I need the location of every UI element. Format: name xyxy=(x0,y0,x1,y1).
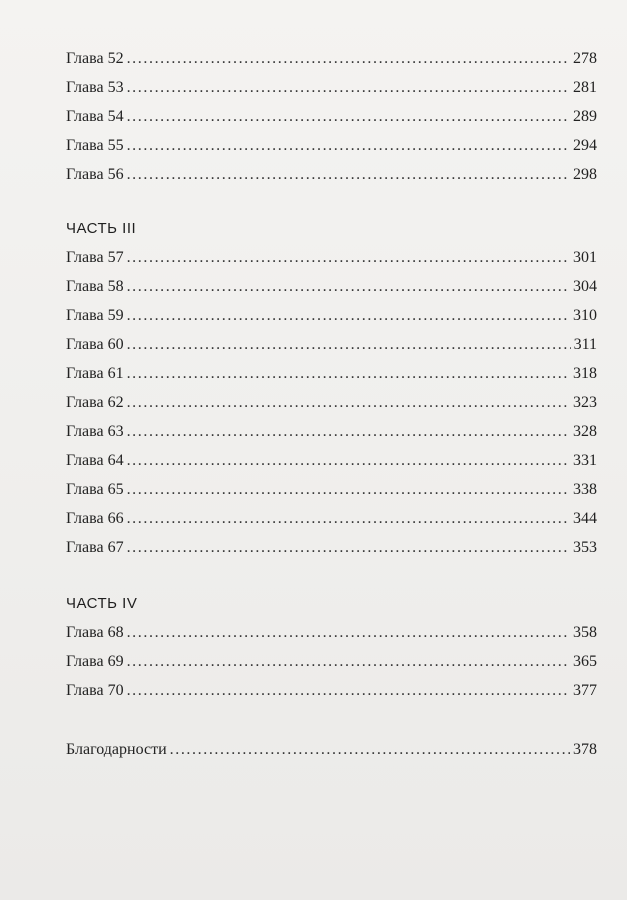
toc-section-continued xyxy=(66,44,597,189)
toc-entry xyxy=(66,676,597,705)
toc-entry xyxy=(66,647,597,676)
dot-leader xyxy=(127,446,570,475)
chapter-title: Глава 57 xyxy=(66,249,124,266)
page-number: 338 xyxy=(573,481,597,498)
toc-section-part-4 xyxy=(66,589,597,705)
page-number: 353 xyxy=(573,539,597,556)
page-number: 378 xyxy=(573,741,597,758)
toc-entry xyxy=(66,359,597,388)
chapter-title: Глава 67 xyxy=(66,539,124,556)
page-number: 344 xyxy=(573,510,597,527)
chapter-title: Глава 56 xyxy=(66,166,124,183)
page-number: 301 xyxy=(573,249,597,266)
chapter-title: Глава 70 xyxy=(66,682,124,699)
dot-leader xyxy=(127,676,570,705)
dot-leader xyxy=(127,160,570,189)
dot-leader xyxy=(127,359,570,388)
part-heading: ЧАСТЬ III xyxy=(66,220,137,237)
toc-section-part-3 xyxy=(66,214,597,562)
page-number: 328 xyxy=(573,423,597,440)
chapter-title: Глава 55 xyxy=(66,137,124,154)
chapter-title: Глава 69 xyxy=(66,653,124,670)
chapter-title: Глава 61 xyxy=(66,365,124,382)
chapter-title: Глава 53 xyxy=(66,79,124,96)
page-number: 331 xyxy=(573,452,597,469)
spacer xyxy=(66,705,597,735)
dot-leader xyxy=(127,102,570,131)
acknowledgements-title: Благодарности xyxy=(66,741,167,758)
page-number: 311 xyxy=(573,336,597,353)
dot-leader xyxy=(127,533,570,562)
chapter-title: Глава 59 xyxy=(66,307,124,324)
page-number: 298 xyxy=(573,166,597,183)
toc-entry xyxy=(66,618,597,647)
page-number: 289 xyxy=(573,108,597,125)
part-heading: ЧАСТЬ IV xyxy=(66,595,138,612)
chapter-title: Глава 54 xyxy=(66,108,124,125)
toc-entry xyxy=(66,131,597,160)
page-number: 358 xyxy=(573,624,597,641)
toc-entry xyxy=(66,160,597,189)
chapter-title: Глава 58 xyxy=(66,278,124,295)
chapter-title: Глава 66 xyxy=(66,510,124,527)
dot-leader xyxy=(127,330,571,359)
dot-leader xyxy=(127,301,570,330)
page-number: 377 xyxy=(573,682,597,699)
toc-entry xyxy=(66,388,597,417)
spacer xyxy=(66,562,597,589)
chapter-title: Глава 63 xyxy=(66,423,124,440)
toc-entry xyxy=(66,73,597,102)
dot-leader xyxy=(127,131,570,160)
page-number: 294 xyxy=(573,137,597,154)
dot-leader xyxy=(127,417,570,446)
page-number: 278 xyxy=(573,50,597,67)
page-number: 318 xyxy=(573,365,597,382)
toc-entry-acknowledgements xyxy=(66,735,597,764)
toc-entry xyxy=(66,301,597,330)
chapter-title: Глава 65 xyxy=(66,481,124,498)
toc-entry xyxy=(66,243,597,272)
toc-entry xyxy=(66,102,597,131)
page-number: 304 xyxy=(573,278,597,295)
toc-entry xyxy=(66,504,597,533)
dot-leader xyxy=(127,272,570,301)
toc-entry xyxy=(66,330,597,359)
page-number: 365 xyxy=(573,653,597,670)
dot-leader xyxy=(170,735,570,764)
dot-leader xyxy=(127,44,570,73)
toc-entry xyxy=(66,417,597,446)
chapter-title: Глава 62 xyxy=(66,394,124,411)
chapter-title: Глава 52 xyxy=(66,50,124,67)
dot-leader xyxy=(127,504,570,533)
toc-entry xyxy=(66,44,597,73)
chapter-title: Глава 68 xyxy=(66,624,124,641)
toc-entry xyxy=(66,272,597,301)
dot-leader xyxy=(127,647,570,676)
page-number: 323 xyxy=(573,394,597,411)
toc-entry xyxy=(66,475,597,504)
toc-entry xyxy=(66,533,597,562)
chapter-title: Глава 60 xyxy=(66,336,124,353)
spacer xyxy=(66,189,597,214)
dot-leader xyxy=(127,475,570,504)
chapter-title: Глава 64 xyxy=(66,452,124,469)
dot-leader xyxy=(127,618,570,647)
page-number: 281 xyxy=(573,79,597,96)
toc-entry xyxy=(66,446,597,475)
page-number: 310 xyxy=(573,307,597,324)
dot-leader xyxy=(127,243,570,272)
dot-leader xyxy=(127,388,570,417)
dot-leader xyxy=(127,73,570,102)
table-of-contents xyxy=(66,44,597,764)
